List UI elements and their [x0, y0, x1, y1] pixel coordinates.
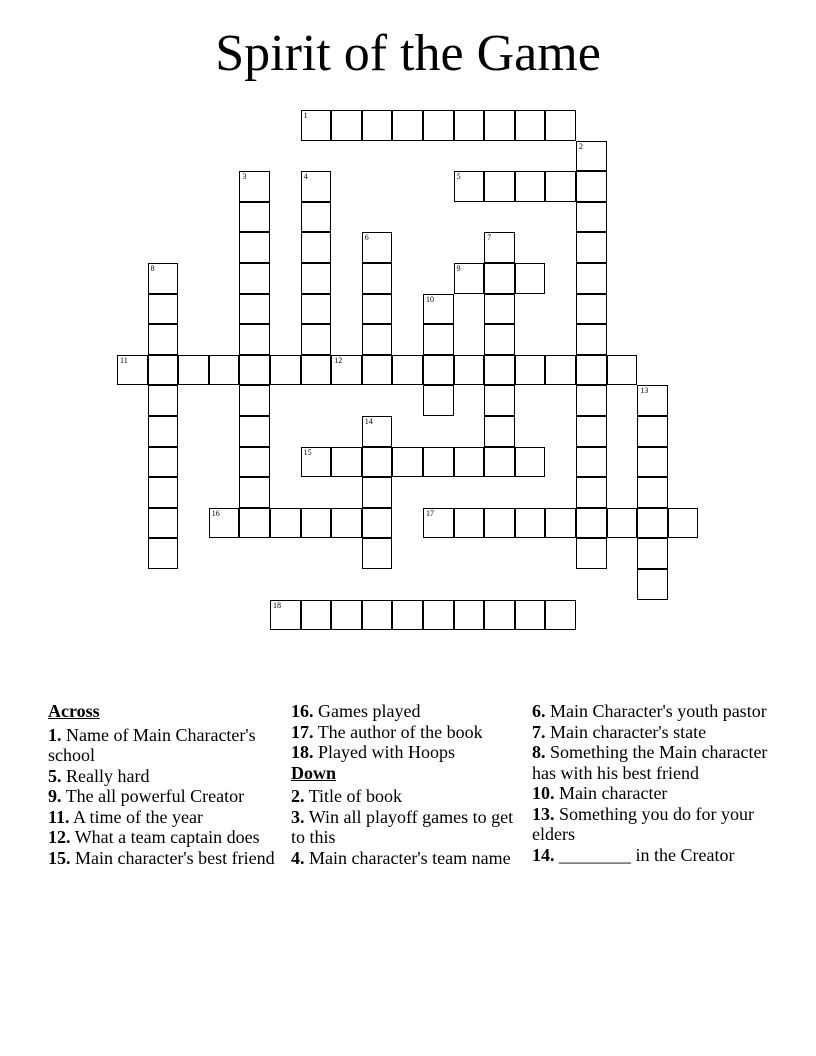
grid-cell[interactable]	[484, 171, 515, 202]
grid-cell[interactable]	[484, 600, 515, 631]
grid-cell[interactable]	[576, 355, 607, 386]
grid-cell[interactable]	[209, 355, 240, 386]
clue-number: 11	[120, 355, 128, 365]
clue-number: 12	[334, 355, 343, 365]
grid-cell[interactable]	[239, 416, 270, 447]
down-clue: 4. Main character's team name	[291, 847, 511, 868]
grid-cell[interactable]	[668, 508, 699, 539]
clue-number: 2	[579, 141, 583, 151]
grid-cell[interactable]	[148, 447, 179, 478]
clue-number: 18	[273, 600, 281, 610]
grid-cell[interactable]	[239, 508, 270, 539]
across-clue: 9. The all powerful Creator	[48, 786, 245, 806]
grid-cell[interactable]	[545, 355, 576, 386]
down-clue: 7. Main character's state	[532, 721, 707, 742]
grid-cell[interactable]	[148, 538, 179, 569]
across-clue: 1. Name of Main Character's school	[48, 724, 256, 765]
across-clue: 17. The author of the book	[291, 721, 483, 742]
grid-cell[interactable]	[239, 324, 270, 355]
grid-cell[interactable]	[423, 600, 454, 631]
grid-cell[interactable]	[423, 110, 454, 141]
grid-cell[interactable]	[545, 110, 576, 141]
clue-number: 16	[211, 508, 220, 518]
clue-number: 5	[456, 172, 461, 182]
grid-cell[interactable]	[515, 110, 546, 141]
clues-column-1	[48, 701, 278, 868]
grid-cell[interactable]	[423, 355, 454, 386]
grid-cell[interactable]	[301, 263, 332, 294]
clue-number: 14	[364, 417, 373, 426]
grid-cell[interactable]	[270, 600, 301, 631]
grid-cell[interactable]	[423, 324, 454, 355]
grid-cell[interactable]	[576, 324, 607, 355]
grid-cell[interactable]	[362, 508, 393, 539]
grid-cell[interactable]	[331, 447, 362, 478]
grid-cell[interactable]	[362, 447, 393, 478]
grid-cell[interactable]	[454, 600, 485, 631]
grid-cell[interactable]	[576, 385, 607, 416]
grid-cell[interactable]	[637, 508, 668, 539]
grid-cell[interactable]	[454, 508, 485, 539]
grid-cell[interactable]	[515, 171, 546, 202]
grid-cell[interactable]	[239, 263, 270, 294]
clue-number: 15	[303, 447, 312, 457]
grid-cell[interactable]	[515, 447, 546, 478]
clue-number: 4	[303, 172, 308, 182]
grid-cell[interactable]	[576, 263, 607, 294]
grid-cell[interactable]	[423, 508, 454, 539]
grid-cell[interactable]	[301, 600, 332, 631]
grid-cell[interactable]	[545, 600, 576, 631]
clue-number: 7	[487, 233, 492, 243]
across-clue: 18. Played with Hoops	[291, 742, 455, 762]
grid-cell[interactable]	[545, 171, 576, 202]
grid-cell[interactable]	[545, 508, 576, 539]
clue-number: 3	[242, 172, 247, 182]
grid-cell[interactable]	[239, 385, 270, 416]
grid-cell[interactable]	[362, 355, 393, 386]
grid-cell[interactable]	[239, 294, 270, 325]
grid-cell[interactable]	[484, 355, 515, 386]
down-heading: Down	[291, 762, 337, 783]
grid-cell[interactable]	[454, 171, 485, 202]
across-clue: 11. A time of the year	[48, 806, 203, 827]
grid-cell[interactable]	[331, 508, 362, 539]
grid-cell[interactable]	[392, 355, 423, 386]
grid-cell[interactable]	[301, 447, 332, 478]
grid-cell[interactable]	[515, 263, 546, 294]
grid-cell[interactable]	[392, 110, 423, 141]
grid-cell[interactable]	[392, 600, 423, 631]
grid-cell[interactable]	[331, 110, 362, 141]
grid-cell[interactable]	[178, 355, 209, 386]
down-clue: 3. Win all playoff games to get to this	[291, 806, 514, 847]
across-heading: Across	[48, 701, 100, 721]
grid-cell[interactable]	[148, 355, 179, 386]
grid-cell[interactable]	[148, 477, 179, 508]
grid-cell[interactable]	[515, 355, 546, 386]
grid-cell[interactable]	[301, 202, 332, 233]
grid-cell[interactable]	[454, 355, 485, 386]
grid-cell[interactable]	[148, 324, 179, 355]
down-clue: 8. Something the Main character has with his best friend	[532, 742, 768, 783]
grid-cell[interactable]	[362, 324, 393, 355]
clues-column-3	[532, 701, 772, 865]
grid-cell[interactable]	[270, 355, 301, 386]
grid-cell[interactable]	[301, 171, 332, 202]
grid-cell[interactable]	[484, 232, 515, 263]
grid-cell[interactable]	[301, 355, 332, 386]
grid-cell[interactable]	[484, 110, 515, 141]
grid-cell[interactable]	[484, 263, 515, 294]
grid-cell[interactable]	[454, 110, 485, 141]
grid-cell[interactable]	[301, 110, 332, 141]
grid-cell[interactable]	[576, 232, 607, 263]
grid-cell[interactable]	[484, 416, 515, 447]
grid-cell[interactable]	[148, 263, 179, 294]
grid-cell[interactable]	[148, 508, 179, 539]
grid-cell[interactable]	[270, 508, 301, 539]
grid-cell[interactable]	[239, 447, 270, 478]
grid-cell[interactable]	[484, 385, 515, 416]
across-clue: 5. Really hard	[48, 765, 150, 786]
grid-cell[interactable]	[362, 110, 393, 141]
across-clue: 16. Games played	[291, 701, 421, 721]
grid-cell[interactable]	[301, 294, 332, 325]
grid-cell[interactable]	[423, 385, 454, 416]
grid-cell[interactable]	[301, 324, 332, 355]
grid-cell[interactable]	[454, 263, 485, 294]
clue-number: 13	[640, 386, 649, 396]
grid-cell[interactable]	[362, 294, 393, 325]
grid-cell[interactable]	[484, 447, 515, 478]
grid-cell[interactable]	[637, 477, 668, 508]
grid-cell[interactable]	[239, 355, 270, 386]
grid-cell[interactable]	[637, 416, 668, 447]
grid-cell[interactable]	[423, 294, 454, 325]
puzzle-title: Spirit of the Game	[215, 25, 601, 82]
grid-cell[interactable]	[148, 416, 179, 447]
grid-cell[interactable]	[637, 569, 668, 600]
grid-cell[interactable]	[637, 447, 668, 478]
down-clue: 6. Main Character's youth pastor	[532, 701, 767, 721]
grid-cell[interactable]	[362, 232, 393, 263]
down-clue: 2. Title of book	[291, 786, 403, 806]
clue-number: 1	[303, 111, 308, 120]
grid-cell[interactable]	[239, 232, 270, 263]
down-clue: 14. ________ in the Creator	[532, 844, 735, 865]
grid-cell[interactable]	[576, 538, 607, 569]
grid-cell[interactable]	[484, 324, 515, 355]
clues-column-2	[291, 701, 516, 868]
grid-cell[interactable]	[576, 202, 607, 233]
grid-cell[interactable]	[576, 171, 607, 202]
grid-cell[interactable]	[515, 600, 546, 631]
grid-cell[interactable]	[392, 447, 423, 478]
grid-cell[interactable]	[362, 263, 393, 294]
grid-cell[interactable]	[331, 600, 362, 631]
grid-cell[interactable]	[484, 508, 515, 539]
grid-cell[interactable]	[209, 508, 240, 539]
grid-cell[interactable]	[576, 416, 607, 447]
grid-cell[interactable]	[454, 447, 485, 478]
grid-cell[interactable]	[301, 232, 332, 263]
across-clue: 15. Main character's best friend	[48, 847, 275, 868]
grid-cell[interactable]	[637, 538, 668, 569]
grid-cell[interactable]	[576, 141, 607, 172]
down-clue: 13. Something you do for your elders	[532, 803, 754, 844]
across-clue: 12. What a team captain does	[48, 827, 260, 847]
grid-cell[interactable]	[362, 416, 393, 447]
grid-cell[interactable]	[301, 508, 332, 539]
grid-cell[interactable]	[117, 355, 148, 386]
grid-cell[interactable]	[239, 202, 270, 233]
clue-number: 8	[150, 264, 155, 273]
grid-cell[interactable]	[576, 508, 607, 539]
grid-cell[interactable]	[576, 477, 607, 508]
clue-number: 9	[456, 264, 461, 273]
grid-cell[interactable]	[362, 477, 393, 508]
grid-cell[interactable]	[148, 385, 179, 416]
grid-cell[interactable]	[148, 294, 179, 325]
grid-cell[interactable]	[607, 355, 638, 386]
grid-cell[interactable]	[576, 294, 607, 325]
grid-cell[interactable]	[607, 508, 638, 539]
grid-cell[interactable]	[576, 447, 607, 478]
grid-cell[interactable]	[515, 508, 546, 539]
clue-number: 6	[364, 233, 369, 243]
clue-number: 10	[426, 294, 434, 304]
grid-cell[interactable]	[331, 355, 362, 386]
grid-cell[interactable]	[423, 447, 454, 478]
grid-cell[interactable]	[637, 385, 668, 416]
grid-cell[interactable]	[239, 171, 270, 202]
grid-cell[interactable]	[362, 600, 393, 631]
grid-cell[interactable]	[362, 538, 393, 569]
down-clue: 10. Main character	[532, 783, 668, 803]
grid-cell[interactable]	[239, 477, 270, 508]
clue-number: 17	[426, 508, 434, 518]
grid-cell[interactable]	[484, 294, 515, 325]
